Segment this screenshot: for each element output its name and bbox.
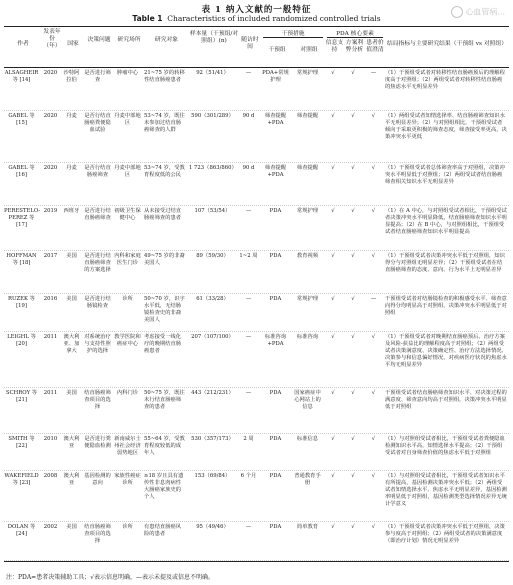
cell-outcome: （1）干预组受试者对转移性结直肠癌预后的理解程度高于对照组；（2）两组受试者对转移性结直肠癌的焦虑水平无明显差异 [385, 70, 505, 90]
cell-values: √ [371, 390, 376, 396]
cell-author: GABEL 等 [15] [8, 113, 35, 126]
table-footnote: 注：PDA=患者决策辅助工具；√表示信息明确，—表示未提及或信息不明确。 [6, 574, 215, 581]
cell-country: 澳大利亚 [63, 473, 80, 486]
col-decision: 决策问题 [87, 37, 111, 43]
cell-place: 肿瘤中心 [116, 70, 139, 76]
table-row [4, 434, 509, 471]
cell-country: 美国 [66, 253, 77, 259]
watermark-logo-icon [451, 6, 463, 18]
cell-year: 2017 [43, 253, 58, 259]
cell-place: 新南威尔士州社会经济弱势地区 [114, 436, 141, 456]
cell-subjects: 53~74 岁，受教育程度低的公民 [144, 165, 185, 178]
cell-followup: 2 周 [243, 436, 254, 442]
cell-info: √ [331, 473, 335, 479]
watermark [451, 6, 505, 18]
cell-clarify: √ [351, 253, 355, 259]
col-year: 发表年份（年） [43, 29, 61, 50]
cell-country: 美国 [66, 524, 77, 530]
cell-clarify: √ [351, 113, 355, 119]
cell-author: ALSAGHEIR 等 [14] [4, 70, 39, 83]
col-author: 作者 [17, 41, 29, 47]
cell-outcome: （1）干预组受试者决策冲突水平低于对照组，知识得分与对照组无明显差异；（2）干预组受试者在结直肠癌筛查的态度、意向、行为水平上无明显差异 [385, 253, 505, 273]
cell-subjects: 49~75 岁的非裔美国人 [144, 253, 185, 266]
cell-decision: 对系统治疗与支持性照护的选择 [84, 334, 111, 354]
table-body [4, 68, 509, 561]
cell-year: 2011 [43, 390, 58, 396]
cell-subjects: 50~70 岁，识字水平低，无结肠镜检查史的非裔美国人 [144, 296, 185, 323]
cell-country: 西班牙 [63, 208, 80, 214]
table-row [4, 68, 509, 111]
cell-exp: PDA [269, 208, 282, 214]
cell-info: √ [331, 253, 335, 259]
cell-exp: 标准咨询+PDA [264, 334, 287, 347]
cell-place: 内科和家庭医生门诊 [114, 253, 141, 266]
cell-sample: 61（33/28） [196, 296, 229, 302]
cell-decision: 是否进行结直肠癌筛查的方案选择 [84, 253, 111, 273]
cell-place: 初级卫生保健中心 [114, 208, 141, 221]
cell-info: √ [331, 390, 335, 396]
cell-followup: — [245, 208, 252, 214]
cell-decision: 基因检测的意向 [84, 473, 111, 486]
cell-year: 2002 [43, 524, 58, 530]
cell-place: 诊所 [122, 296, 133, 302]
cell-decision: 是否进行结肠镜检查 [84, 296, 111, 309]
cell-sample: 207（107/100） [191, 334, 234, 340]
cell-outcome: （1）两组受试者知情选择率、结直肠癌筛查知识水平无明显差异；（2）与对照组相比，干预组受试者倾向于采取更积极的筛查态度，筛查接受率更高，决策冲突水平更低 [385, 113, 507, 140]
cell-outcome: （1）干预组受试者总体筛查率高于对照组，决策冲突水平明显低于对照组；（2）两组受试者结直肠癌筛查相关知识水平无明显差异 [385, 165, 505, 185]
cell-followup: 90 d [242, 165, 255, 171]
cell-info: √ [331, 70, 335, 76]
table-row [4, 163, 509, 206]
cell-info: √ [331, 334, 335, 340]
table-row [4, 251, 509, 294]
cell-followup: — [245, 524, 252, 530]
table-title-en [0, 14, 513, 23]
col-exp: 干预组 [268, 47, 286, 53]
cell-exp: PDA [269, 524, 282, 530]
col-country: 国家 [67, 41, 79, 47]
cell-info: √ [331, 524, 335, 530]
cell-info: √ [331, 208, 335, 214]
cell-followup: 6 个月 [240, 473, 257, 479]
cell-country: 美国 [66, 390, 77, 396]
cell-sample: 590（301/289） [191, 113, 234, 119]
cell-exp: 筛查提醒+PDA [264, 165, 287, 178]
cell-sample: 530（357/173） [191, 436, 234, 442]
cell-year: 2008 [43, 473, 58, 479]
cell-year: 2019 [43, 208, 58, 214]
cell-subjects: 53~74 岁，既往未参加过结直肠癌筛查的人群 [144, 113, 185, 133]
cell-subjects: 从未接受过结直肠癌筛查的患者 [144, 208, 182, 221]
cell-values: √ [371, 334, 376, 340]
cell-outcome: （1）干预组受试者决策冲突水平低于对照组，决策参与度高于对照组；（2）两组受试者的决策满意度（即治疗计划）情况无明显差异 [385, 524, 505, 544]
col-sample: 样本量（干预组/对照组）(n) [189, 31, 239, 45]
cell-sample: 443（212/231） [191, 390, 234, 396]
cell-exp: 筛查提醒+PDA [264, 113, 287, 126]
cell-exp: PDA [269, 473, 282, 479]
cell-subjects: 考虑接受一线化疗的晚期结直肠癌患者 [144, 334, 182, 354]
cell-values: √ [371, 165, 376, 171]
cell-subjects: 有患结直肠癌风险的患者 [144, 524, 182, 537]
cell-clarify: √ [351, 390, 355, 396]
cell-decision: 是否进行粪便隐血检测 [84, 436, 111, 449]
table-label: Table 1 [132, 14, 163, 23]
cell-decision: 是否进行筛查 [84, 70, 111, 83]
cell-author: PERESTELO-PEREZ 等 [17] [4, 208, 41, 228]
cell-clarify: √ [351, 296, 355, 302]
cell-subjects: ≥18 岁且具有遗传性非息肉病性大肠癌家族史的个人 [144, 473, 184, 500]
cell-values: √ [371, 524, 376, 530]
cell-followup: — [245, 390, 252, 396]
cell-values: √ [371, 436, 376, 442]
cell-decision: 是否行结直肠癌粪便隐血试验 [84, 113, 111, 133]
cell-ctrl: 教育视频 [296, 253, 319, 259]
cell-values: √ [371, 208, 376, 214]
cell-country: 丹麦 [66, 113, 77, 119]
cell-place: 丹麦中部地区 [114, 165, 141, 178]
col-values: 患者价值澄清 [366, 40, 384, 54]
cell-values: √ [371, 253, 376, 259]
cell-sample: 153（69/84） [194, 473, 231, 479]
cell-decision: 结直肠癌筛查项目的选择 [84, 390, 111, 410]
cell-decision: 是否进行结直肠癌筛查 [84, 208, 111, 221]
col-ctrl: 对照组 [300, 47, 318, 53]
cell-values: √ [371, 473, 376, 479]
group-pda: PDA 核心要素 [336, 31, 374, 37]
cell-exp: PDA [269, 296, 282, 302]
cell-ctrl: 国家癌症中心网站上的信息 [294, 390, 321, 410]
cell-author: RUZEK 等 [19] [8, 296, 35, 309]
cell-sample: 107（53/54） [194, 208, 231, 214]
cell-values: — [370, 70, 377, 76]
characteristics-table [4, 26, 509, 562]
cell-author: DOLAN 等 [24] [7, 524, 36, 537]
cell-followup: 90 d [242, 113, 255, 119]
cell-followup: — [245, 296, 252, 302]
cell-ctrl: 标准咨询 [296, 334, 319, 340]
cell-country: 丹麦 [66, 165, 77, 171]
group-intervention: 干预措施 [281, 31, 305, 37]
cell-outcome: （1）干预组受试者对晚期结直肠癌预后、治疗方案及风险-获益比的理解程度高于对照组；（2）两组受试者决策满意度、决策确定性、治疗方法选择情况、决策参与和信息偏好情况、对疾病医疗状况的焦虑水平均无明显差异 [385, 334, 507, 368]
cell-author: SMITH 等 [22] [8, 436, 35, 449]
cell-country: 美国 [66, 296, 77, 302]
cell-year: 2020 [43, 165, 58, 171]
cell-clarify: √ [351, 334, 355, 340]
cell-info: √ [331, 296, 335, 302]
cell-values: — [370, 296, 377, 302]
cell-ctrl: 标准信息 [296, 436, 319, 442]
cell-ctrl: 普通教育手册 [294, 473, 321, 486]
cell-ctrl: 常规护理 [296, 296, 319, 302]
cell-country: 澳大利亚 [63, 436, 80, 449]
cell-exp: PDA [269, 390, 282, 396]
cell-place: 家族性癌症诊所 [114, 473, 141, 486]
cell-exp: PDA+常规护理 [262, 70, 289, 83]
cell-author: LEIGHL 等 [20] [7, 334, 36, 347]
cell-place: 丹麦中部地区 [114, 113, 141, 126]
cell-year: 2016 [43, 296, 58, 302]
table-header [4, 27, 509, 68]
cell-sample: 1 723（863/860） [189, 165, 237, 171]
cell-ctrl: 常规护理 [296, 208, 319, 214]
cell-author: GABEL 等 [16] [8, 165, 35, 178]
col-place: 研究场所 [117, 37, 141, 43]
cell-exp: PDA [269, 253, 282, 259]
cell-country: 沙特阿拉伯 [63, 70, 80, 83]
cell-info: √ [331, 436, 335, 442]
cell-ctrl: 筛查提醒 [296, 113, 319, 119]
cell-outcome: 干预组受试者结直肠癌筛查知识水平、对决策过程的满意度、筛查意向均高于对照组，决策冲突水平明显低于对照组 [385, 390, 507, 410]
col-info: 信息支持 [325, 40, 344, 54]
cell-outcome: （1）在 A 中心，与对照组受试者相比，干预组受试者决策冲突水平明显降低，结直肠癌筛查知识水平明显提高；（2）在 B 中心，与对照组相比，干预组受试者结直肠癌筛查知识水平明显提高 [385, 208, 507, 235]
table-caption: Characteristics of included randomized controlled trials [167, 14, 381, 23]
cell-clarify: √ [351, 165, 355, 171]
cell-followup: — [245, 70, 252, 76]
cell-year: 2020 [43, 113, 58, 119]
watermark-text: 心血管病... [465, 7, 505, 17]
cell-decision: 是否行结直肠癌筛查 [84, 165, 111, 178]
cell-followup: — [245, 334, 252, 340]
cell-values: √ [371, 113, 376, 119]
cell-exp: PDA [269, 436, 282, 442]
cell-sample: 89（59/30） [196, 253, 229, 259]
cell-year: 2020 [43, 70, 58, 76]
cell-clarify: √ [351, 473, 355, 479]
cell-ctrl: 筛查提醒 [296, 165, 319, 171]
cell-clarify: √ [351, 208, 355, 214]
cell-decision: 结直肠癌筛查项目的选择 [84, 524, 111, 544]
cell-author: HOFFMAN 等 [18] [6, 253, 37, 266]
cell-sample: 92（51/41） [196, 70, 229, 76]
table-row [4, 522, 509, 561]
cell-place: 诊所 [122, 524, 133, 530]
cell-subjects: 55~64 岁，受教育程度较低的成年人 [144, 436, 185, 456]
cell-clarify: √ [351, 524, 355, 530]
table-row [4, 111, 509, 163]
cell-author: SCHROY 等 [21] [5, 390, 38, 403]
cell-outcome: （1）与对照组受试者相比，干预组受试者知识水平有所提高，基因检测决策冲突水平低；（2）两组受试者知情选择水平、焦虑水平无明显差异，基因检测率明显低于对照组，基因检测类型选择情况差异无统计学意义 [385, 473, 507, 507]
cell-country: 澳大利亚、加拿大 [63, 334, 80, 354]
table-row [4, 388, 509, 434]
col-outcome: 结局指标与主要研究结果（干预组 vs 对照组） [386, 41, 508, 47]
cell-year: 2011 [43, 334, 58, 340]
table-row [4, 471, 509, 522]
table-title-zh: 表 1 纳入文献的一般特征 [201, 5, 312, 15]
cell-year: 2010 [43, 436, 58, 442]
cell-subjects: 21~75 岁的转移性结直肠癌患者 [144, 70, 185, 83]
col-subjects: 研究对象 [154, 37, 179, 43]
cell-ctrl: 简单教育 [296, 524, 319, 530]
cell-outcome: （1）与对照组受试者相比，干预组受试者粪便隐血检测知识水平高，知情选择水平提高；（2）干预组受试者对自身筛查价值的焦虑水平低于对照组 [385, 436, 505, 456]
cell-clarify: √ [351, 70, 355, 76]
cell-clarify: √ [351, 436, 355, 442]
col-clarify: 方案利弊分析 [345, 40, 364, 54]
table-row [4, 206, 509, 251]
table-row [4, 294, 509, 332]
cell-outcome: 干预组受试者对结肠镜检查的积极感受水平、筛查意向得分均明显高于对照组，决策冲突水平明显低于对照组 [385, 296, 507, 316]
cell-info: √ [331, 113, 335, 119]
table-row [4, 332, 509, 388]
cell-author: WAKEFIELD 等 [23] [4, 473, 39, 486]
cell-place: 内科门诊 [116, 390, 139, 396]
col-followup: 随访时间 [241, 37, 259, 51]
cell-subjects: 50~75 岁，既往未行结直肠癌筛查的患者 [144, 390, 185, 410]
cell-followup: 1~2 周 [239, 253, 258, 259]
cell-ctrl: 常规护理 [296, 70, 319, 76]
cell-info: √ [331, 165, 335, 171]
cell-place: 教学医院和癌症中心 [114, 334, 141, 347]
cell-sample: 95（49/46） [196, 524, 229, 530]
